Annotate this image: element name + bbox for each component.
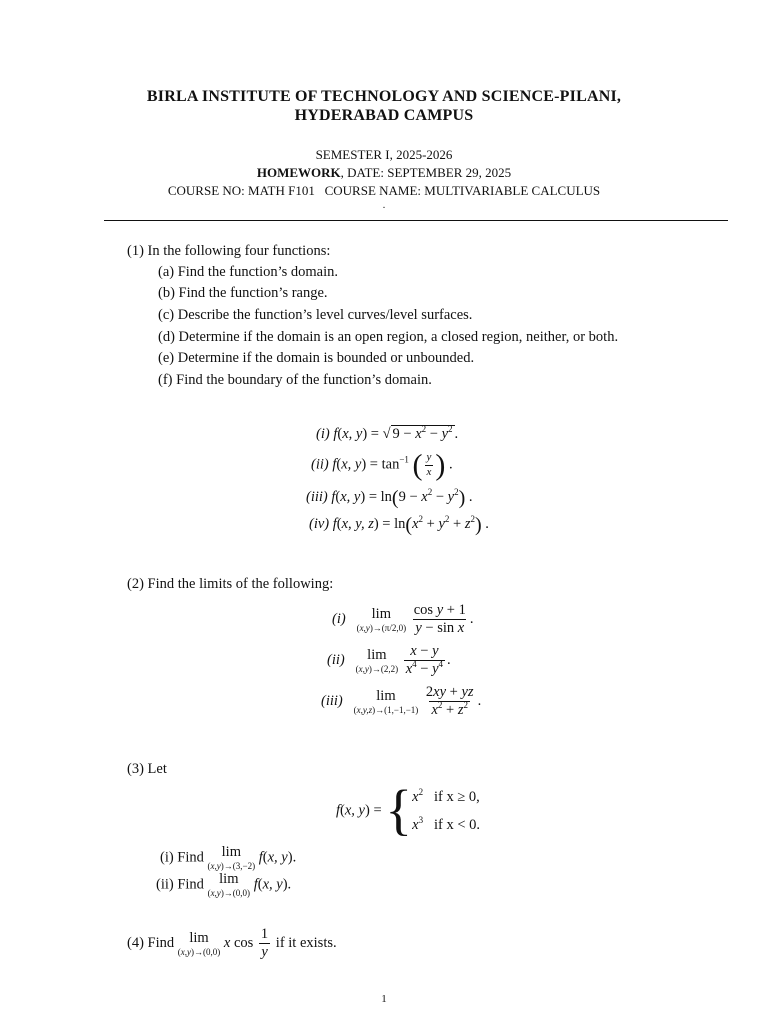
q1-item-c	[158, 307, 472, 324]
q1-item-d-text: Determine if the domain is an open region, a closed region, neither, or both.	[178, 329, 619, 345]
course-line	[0, 183, 768, 199]
homework-label: HOMEWORK	[256, 165, 341, 180]
q3-part-ii: (ii) Find lim (x,y)→(0,0) f(x, y).	[156, 871, 292, 898]
header-rule	[104, 220, 728, 221]
q3-heading	[127, 761, 167, 778]
homework-date-line	[0, 165, 768, 181]
q1-item-a	[158, 264, 338, 281]
homework-date: , DATE: SEPTEMBER 29, 2025	[340, 165, 512, 180]
q2-limit-ii: (ii) lim (x,y)→(2,2) $\frac{x - y}{x^4 - y^4}$ .	[327, 643, 451, 678]
q3-case-1: $x^2$ if x ≥ 0,	[412, 787, 480, 805]
q1-function-iii-label: (iii)	[306, 489, 328, 505]
q2-limit-iii: (iii) lim (x,y,z)→(1,−1,−1) $\frac{2xy + yz}{x^2 + z^2}$ .	[321, 684, 482, 719]
q1-number: (1)	[127, 243, 144, 259]
header-dot: .	[382, 200, 386, 211]
q2-heading	[127, 576, 333, 593]
institution-title-line2: HYDERABAD CAMPUS	[294, 107, 474, 124]
q1-item-f-label: (f)	[158, 372, 173, 388]
q2-text: Find the limits of the following:	[147, 576, 334, 592]
q3-case-2: $x^3$ if x < 0.	[412, 815, 481, 833]
q1-item-e-label: (e)	[158, 350, 175, 366]
q4-suffix: if it exists.	[275, 935, 337, 952]
q3-text: Let	[147, 761, 167, 777]
q1-item-b-label: (b)	[158, 285, 175, 301]
course-number: COURSE NO: MATH F101	[167, 183, 315, 198]
q1-function-i-label: (i)	[316, 426, 330, 442]
q3-piecewise-function: f(x, y) = { $x^2$ if x ≥ 0, $x^3$ if x < 0.	[336, 779, 481, 842]
q1-function-i: (i) f(x, y) = √ $9 - x^2 - y^2$ .	[316, 424, 459, 442]
q1-item-e	[158, 350, 474, 367]
q4-number: (4)	[127, 935, 144, 952]
q1-function-iv: (iv) f(x, y, $z) = \ln(x^2 + y^2 + z^2)$ .	[309, 514, 489, 536]
q1-function-ii: (ii) f(x, $y) = \tan^{-1}$ ( $\frac{y}{x}$ ) .	[311, 448, 453, 482]
q1-item-c-label: (c)	[158, 307, 175, 323]
page-number: 1	[381, 993, 387, 1005]
q1-item-b-text: Find the function’s range.	[178, 285, 328, 301]
institution-title-line1: BIRLA INSTITUTE OF TECHNOLOGY AND SCIENCE-PILANI,	[146, 88, 622, 105]
q1-item-d-label: (d)	[158, 329, 175, 345]
semester-line: SEMESTER I, 2025-2026	[315, 147, 453, 162]
q4-find: Find	[147, 935, 175, 952]
q2-limit-i-label: (i)	[332, 611, 346, 628]
course-name: COURSE NAME: MULTIVARIABLE CALCULUS	[324, 183, 601, 198]
q3-case-2-condition: if x < 0.	[433, 817, 481, 833]
q1-item-a-text: Find the function’s domain.	[177, 264, 339, 280]
q1-item-d	[158, 329, 618, 346]
q4-statement: (4) Find lim (x,y)→(0,0) x cos $\frac{1}{y}$ if it exists.	[127, 926, 337, 961]
q1-function-ii-label: (ii)	[311, 456, 329, 473]
q3-number: (3)	[127, 761, 144, 777]
q3-part-ii-label: (ii) Find	[156, 876, 204, 893]
q1-item-e-text: Determine if the domain is bounded or unbounded.	[177, 350, 475, 366]
q2-number: (2)	[127, 576, 144, 592]
q1-heading	[127, 243, 330, 260]
q1-item-a-label: (a)	[158, 264, 175, 280]
q1-item-f-text: Find the boundary of the function’s domain.	[176, 372, 432, 388]
q1-function-iii: (iii) f(x, $y) = \ln(9 - x^2 - y^2)$ .	[306, 487, 473, 509]
q3-case-1-condition: if x ≥ 0,	[433, 789, 480, 805]
q2-limit-ii-label: (ii)	[327, 652, 345, 669]
q2-limit-iii-label: (iii)	[321, 693, 343, 710]
q1-text: In the following four functions:	[147, 243, 331, 259]
q1-item-b	[158, 285, 328, 302]
q1-function-iv-label: (iv)	[309, 516, 330, 532]
q1-item-c-text: Describe the function’s level curves/level surfaces.	[177, 307, 473, 323]
q3-part-i: (i) Find lim (x,y)→(3,−2) f(x, y).	[160, 844, 297, 871]
q1-item-f	[158, 372, 432, 389]
q3-part-i-label: (i) Find	[160, 849, 204, 866]
q2-limit-i: (i) lim (x,y)→(π/2,0) $\frac{\text{cos y + 1}}{\text{y − sin x}}$ .	[332, 602, 474, 637]
